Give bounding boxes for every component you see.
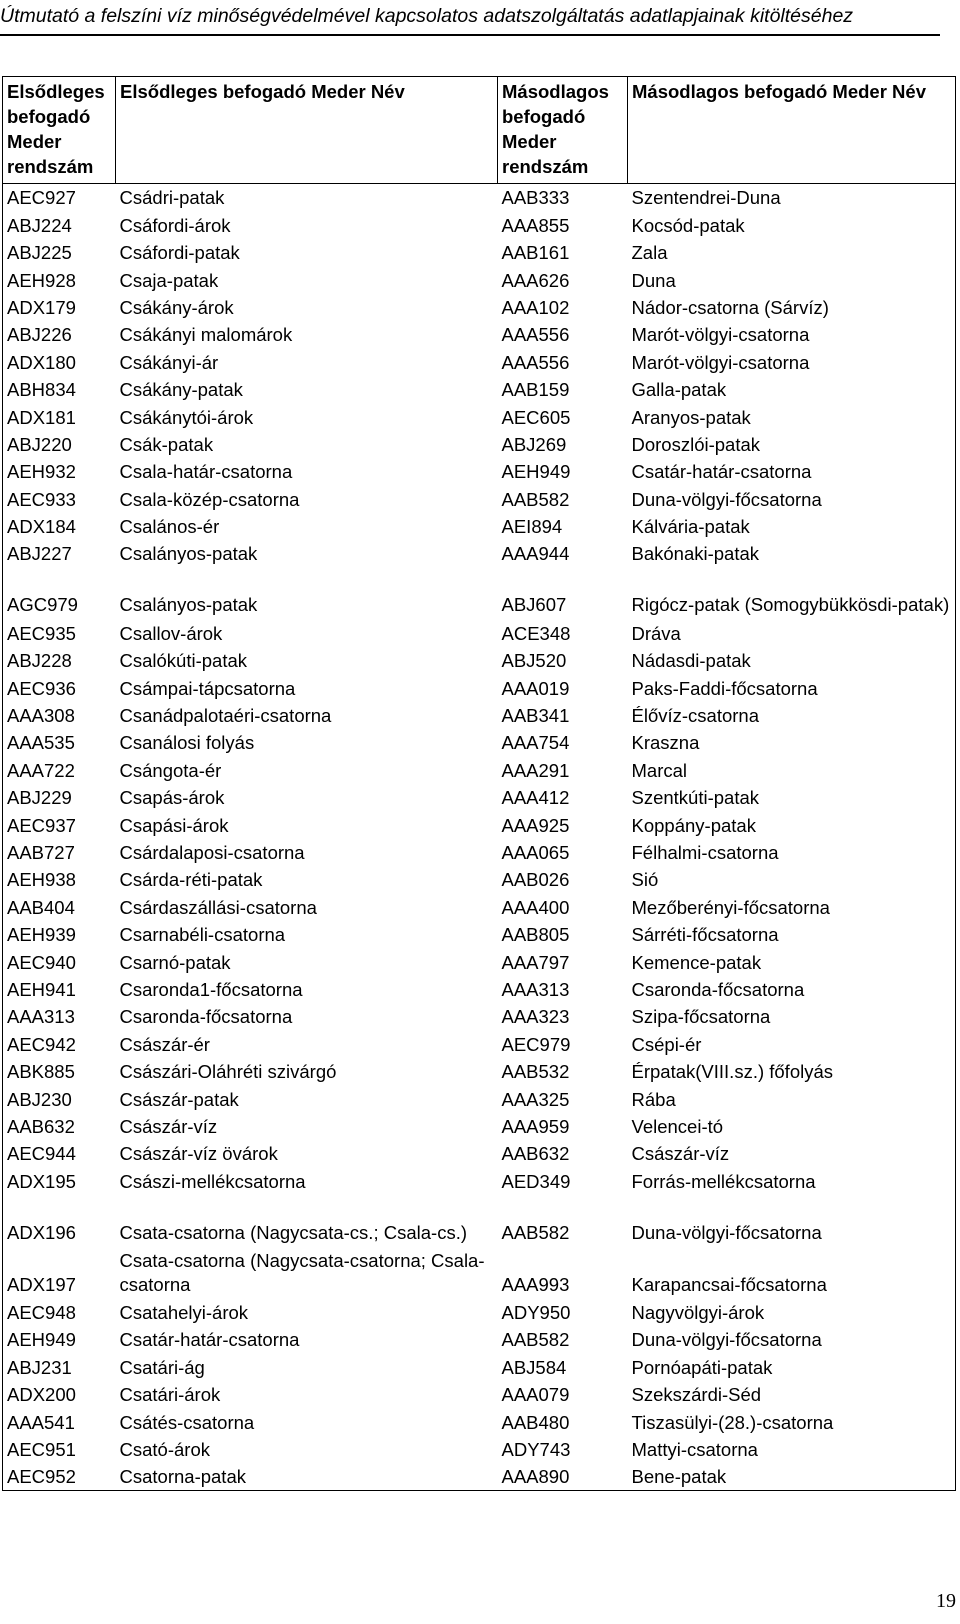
primary-name-cell: Csató-árok	[119, 1439, 210, 1461]
secondary-name-cell: Dráva	[631, 622, 681, 644]
primary-code-cell: AEH949	[7, 1329, 76, 1351]
primary-code-cell: AEH928	[7, 269, 76, 291]
secondary-name-cell: Aranyos-patak	[631, 406, 751, 428]
primary-code-cell: AEC942	[7, 1033, 76, 1055]
primary-name-cell: Csala-közép-csatorna	[119, 488, 300, 510]
table-row	[3, 1085, 956, 1112]
primary-code-cell: AAA722	[7, 759, 75, 781]
secondary-code-cell: AAA400	[501, 896, 570, 918]
primary-name-cell: Császár-víz	[119, 1115, 218, 1137]
primary-code-cell: AEH941	[7, 978, 76, 1000]
primary-code-cell: AAA313	[7, 1006, 75, 1028]
primary-name-cell: Csákánytói-árok	[119, 406, 254, 428]
primary-code-cell: AEC948	[7, 1302, 76, 1324]
secondary-name-cell: Rigócz-patak (Somogybükkösdi-patak)	[631, 594, 950, 616]
secondary-name-cell: Nádasdi-patak	[631, 650, 751, 672]
secondary-name-cell: Kocsód-patak	[631, 214, 745, 236]
table-row	[3, 1247, 956, 1299]
secondary-code-cell: AAA019	[501, 677, 570, 699]
secondary-code-cell: AAA079	[501, 1384, 570, 1406]
secondary-name-cell: Csatár-határ-csatorna	[631, 461, 812, 483]
primary-name-cell: Csák-patak	[119, 433, 214, 455]
primary-name-cell: Csatári-árok	[119, 1384, 221, 1406]
primary-code-cell: ADX180	[7, 351, 76, 373]
secondary-name-cell: Kálvária-patak	[631, 516, 750, 538]
primary-code-cell: AAA308	[7, 705, 75, 727]
table-row	[3, 1195, 956, 1247]
primary-code-cell: ABJ229	[7, 787, 72, 809]
primary-code-cell: AEC933	[7, 488, 76, 510]
primary-name-cell: Csala-határ-csatorna	[119, 461, 293, 483]
secondary-name-cell: Rába	[631, 1088, 676, 1110]
header-primary-code: Elsődleges befogadó Meder rendszám	[3, 77, 116, 184]
table-row	[3, 239, 956, 266]
primary-code-cell: ADX196	[7, 1221, 76, 1243]
secondary-code-cell: AEC605	[501, 406, 571, 428]
primary-code-cell: AAB727	[7, 841, 75, 863]
primary-name-cell: Csaja-patak	[119, 269, 219, 291]
table-row	[3, 1003, 956, 1030]
primary-name-cell: Csallov-árok	[119, 622, 223, 644]
secondary-code-cell: AEC979	[501, 1033, 571, 1055]
secondary-code-cell: AAB632	[501, 1143, 570, 1165]
secondary-name-cell: Zala	[631, 242, 668, 264]
primary-name-cell: Csátés-csatorna	[119, 1411, 255, 1433]
primary-code-cell: ABK885	[7, 1061, 75, 1083]
table-row	[3, 348, 956, 375]
table-row	[3, 948, 956, 975]
primary-name-cell: Császár-patak	[119, 1088, 239, 1110]
secondary-code-cell: AAA993	[501, 1273, 570, 1295]
primary-code-cell: AEC937	[7, 814, 76, 836]
primary-name-cell: Csárdalaposi-csatorna	[119, 841, 305, 863]
table-row	[3, 1140, 956, 1167]
secondary-code-cell: AAB582	[501, 1329, 570, 1351]
table-row	[3, 567, 956, 619]
secondary-name-cell: Forrás-mellékcsatorna	[631, 1170, 816, 1192]
secondary-code-cell: ADY743	[501, 1439, 571, 1461]
table-row	[3, 976, 956, 1003]
table-row	[3, 784, 956, 811]
secondary-code-cell: AEH949	[501, 461, 571, 483]
table-row	[3, 1381, 956, 1408]
primary-name-cell: Csarnó-patak	[119, 951, 231, 973]
secondary-name-cell: Kraszna	[631, 732, 700, 754]
table-row	[3, 1463, 956, 1491]
secondary-code-cell: AAA065	[501, 841, 570, 863]
secondary-name-cell: Kemence-patak	[631, 951, 762, 973]
secondary-name-cell: Marót-völgyi-csatorna	[631, 324, 810, 346]
table-row	[3, 184, 956, 212]
table-row	[3, 540, 956, 567]
header-primary-name: Elsődleges befogadó Meder Név	[116, 77, 498, 184]
primary-name-cell: Csaronda1-főcsatorna	[119, 978, 303, 1000]
secondary-code-cell: AAA754	[501, 732, 570, 754]
primary-name-cell: Csángota-ér	[119, 759, 222, 781]
secondary-name-cell: Koppány-patak	[631, 814, 756, 836]
table-row	[3, 1030, 956, 1057]
primary-name-cell: Csatahelyi-árok	[119, 1302, 249, 1324]
primary-name-cell: Csákány-patak	[119, 379, 243, 401]
secondary-name-cell: Duna-völgyi-főcsatorna	[631, 488, 822, 510]
primary-code-cell: ABJ224	[7, 214, 72, 236]
primary-code-cell: AEH932	[7, 461, 76, 483]
primary-name-cell: Csarnabéli-csatorna	[119, 924, 286, 946]
primary-code-cell: ADX195	[7, 1170, 76, 1192]
table-row	[3, 211, 956, 238]
primary-name-cell: Csalányos-patak	[119, 543, 258, 565]
table-row	[3, 1408, 956, 1435]
primary-code-cell: AEC927	[7, 187, 76, 209]
secondary-code-cell: AAB333	[501, 187, 570, 209]
secondary-code-cell: ACE348	[501, 622, 571, 644]
table-row	[3, 674, 956, 701]
secondary-name-cell: Duna	[631, 269, 676, 291]
primary-code-cell: ABJ230	[7, 1088, 72, 1110]
secondary-code-cell: AAB582	[501, 1221, 570, 1243]
river-bed-table	[2, 76, 956, 1491]
primary-name-cell: Csalányos-patak	[119, 594, 258, 616]
table-row	[3, 1436, 956, 1463]
table-row	[3, 513, 956, 540]
primary-code-cell: AEH939	[7, 924, 76, 946]
page-number: 19	[936, 1590, 956, 1612]
primary-code-cell: ABJ228	[7, 650, 72, 672]
secondary-name-cell: Nagyvölgyi-árok	[631, 1302, 765, 1324]
primary-code-cell: AAA535	[7, 732, 75, 754]
primary-code-cell: ABJ225	[7, 242, 72, 264]
secondary-name-cell: Élővíz-csatorna	[631, 705, 759, 727]
primary-code-cell: AEC952	[7, 1466, 76, 1488]
primary-code-cell: AEC951	[7, 1439, 76, 1461]
secondary-name-cell: Bene-patak	[631, 1466, 727, 1488]
secondary-name-cell: Csépi-ér	[631, 1033, 702, 1055]
secondary-name-cell: Galla-patak	[631, 379, 727, 401]
secondary-code-cell: AAB532	[501, 1061, 570, 1083]
secondary-code-cell: AAA944	[501, 543, 570, 565]
table-row	[3, 485, 956, 512]
secondary-name-cell: Tiszasülyi-(28.)-csatorna	[631, 1411, 834, 1433]
primary-code-cell: AEC944	[7, 1143, 76, 1165]
primary-name-cell: Csáfordi-patak	[119, 242, 240, 264]
secondary-name-cell: Marót-völgyi-csatorna	[631, 351, 810, 373]
primary-code-cell: AGC979	[7, 594, 78, 616]
primary-name-cell: Császár-ér	[119, 1033, 210, 1055]
primary-name-cell: Csalókúti-patak	[119, 650, 248, 672]
secondary-code-cell: AAA313	[501, 978, 570, 1000]
table-header-row	[3, 77, 956, 184]
primary-name-cell: Csalános-ér	[119, 516, 220, 538]
primary-name-cell: Csárdaszállási-csatorna	[119, 896, 317, 918]
table-body	[3, 184, 956, 1491]
primary-name-cell: Csata-csatorna (Nagycsata-cs.; Csala-cs.)	[119, 1221, 467, 1243]
secondary-code-cell: ABJ607	[501, 594, 567, 616]
primary-code-cell: AAB404	[7, 896, 75, 918]
table-row	[3, 839, 956, 866]
table-row	[3, 866, 956, 893]
secondary-name-cell: Mattyi-csatorna	[631, 1439, 758, 1461]
table-row	[3, 1167, 956, 1194]
page-header: Útmutató a felszíni víz minőségvédelmével kapcsolatos adatszolgáltatás adatlapjainak kitöltéséhez	[0, 2, 940, 36]
secondary-name-cell: Szipa-főcsatorna	[631, 1006, 771, 1028]
primary-name-cell: Császári-Oláhréti szivárgó	[119, 1061, 337, 1083]
primary-name-cell: Csákányi malomárok	[119, 324, 293, 346]
primary-code-cell: ABJ231	[7, 1356, 72, 1378]
secondary-code-cell: AAB026	[501, 869, 570, 891]
table-row	[3, 619, 956, 646]
primary-code-cell: AAA541	[7, 1411, 75, 1433]
secondary-name-cell: Szentkúti-patak	[631, 787, 760, 809]
secondary-name-cell: Doroszlói-patak	[631, 433, 761, 455]
secondary-code-cell: AAB161	[501, 242, 570, 264]
primary-name-cell: Császi-mellékcsatorna	[119, 1170, 306, 1192]
secondary-code-cell: AAB480	[501, 1411, 570, 1433]
table-row	[3, 266, 956, 293]
secondary-code-cell: AAB582	[501, 488, 570, 510]
primary-name-cell: Csámpai-tápcsatorna	[119, 677, 296, 699]
secondary-code-cell: AAA102	[501, 296, 570, 318]
secondary-code-cell: AED349	[501, 1170, 571, 1192]
primary-code-cell: AEC936	[7, 677, 76, 699]
table-row	[3, 376, 956, 403]
secondary-name-cell: Félhalmi-csatorna	[631, 841, 779, 863]
primary-code-cell: ABJ227	[7, 543, 72, 565]
secondary-name-cell: Sárréti-főcsatorna	[631, 924, 779, 946]
primary-name-cell: Csákány-árok	[119, 296, 234, 318]
primary-code-cell: ABJ220	[7, 433, 72, 455]
secondary-name-cell: Nádor-csatorna (Sárvíz)	[631, 296, 829, 318]
secondary-code-cell: AAA323	[501, 1006, 570, 1028]
secondary-code-cell: AAA959	[501, 1115, 570, 1137]
primary-code-cell: AEC935	[7, 622, 76, 644]
secondary-name-cell: Érpatak(VIII.sz.) főfolyás	[631, 1061, 834, 1083]
primary-name-cell: Császár-víz övárok	[119, 1143, 278, 1165]
table-row	[3, 1299, 956, 1326]
secondary-name-cell: Marcal	[631, 759, 688, 781]
primary-name-cell: Csárda-réti-patak	[119, 869, 263, 891]
secondary-name-cell: Szentendrei-Duna	[631, 187, 781, 209]
primary-name-cell: Csatári-ág	[119, 1356, 205, 1378]
primary-code-cell: ABH834	[7, 379, 76, 401]
secondary-code-cell: ABJ584	[501, 1356, 567, 1378]
table-row	[3, 756, 956, 783]
primary-name-cell: Csanádpalotaéri-csatorna	[119, 705, 332, 727]
secondary-code-cell: ABJ269	[501, 433, 567, 455]
table-row	[3, 921, 956, 948]
primary-code-cell: ADX184	[7, 516, 76, 538]
secondary-name-cell: Duna-völgyi-főcsatorna	[631, 1221, 822, 1243]
primary-name-cell: Csáfordi-árok	[119, 214, 231, 236]
secondary-name-cell: Karapancsai-főcsatorna	[631, 1273, 827, 1295]
primary-code-cell: ADX197	[7, 1273, 76, 1295]
secondary-code-cell: AAB341	[501, 705, 570, 727]
table-row	[3, 458, 956, 485]
secondary-code-cell: AAA855	[501, 214, 570, 236]
secondary-code-cell: AAA797	[501, 951, 570, 973]
secondary-name-cell: Mezőberényi-főcsatorna	[631, 896, 830, 918]
primary-code-cell: ADX200	[7, 1384, 76, 1406]
table-row	[3, 702, 956, 729]
secondary-code-cell: AAA626	[501, 269, 570, 291]
primary-name-cell: Csákányi-ár	[119, 351, 219, 373]
primary-code-cell: ADX181	[7, 406, 76, 428]
primary-name-cell: Csatorna-patak	[119, 1466, 246, 1488]
primary-code-cell: ADX179	[7, 296, 76, 318]
primary-name-cell: Csanálosi folyás	[119, 732, 255, 754]
header-secondary-code: Másodlagos befogadó Meder rendszám	[498, 77, 628, 184]
secondary-code-cell: AAA412	[501, 787, 570, 809]
primary-name-cell: Csatár-határ-csatorna	[119, 1329, 300, 1351]
table-row	[3, 1326, 956, 1353]
secondary-code-cell: ABJ520	[501, 650, 567, 672]
secondary-code-cell: ADY950	[501, 1302, 571, 1324]
primary-name-cell: Csapás-árok	[119, 787, 225, 809]
secondary-code-cell: AAB159	[501, 379, 570, 401]
table-row	[3, 321, 956, 348]
table-row	[3, 729, 956, 756]
secondary-name-cell: Paks-Faddi-főcsatorna	[631, 677, 818, 699]
primary-code-cell: AEC940	[7, 951, 76, 973]
table-row	[3, 1058, 956, 1085]
secondary-code-cell: AAA925	[501, 814, 570, 836]
secondary-code-cell: AAA556	[501, 324, 570, 346]
table-row	[3, 811, 956, 838]
primary-name-cell: Csata-csatorna (Nagycsata-csatorna; Csala-csatorna	[119, 1249, 485, 1295]
secondary-name-cell: Pornóapáti-patak	[631, 1356, 773, 1378]
secondary-code-cell: AEI894	[501, 516, 563, 538]
secondary-name-cell: Velencei-tó	[631, 1115, 724, 1137]
header-secondary-name: Másodlagos befogadó Meder Név	[628, 77, 956, 184]
table-row	[3, 431, 956, 458]
secondary-name-cell: Bakónaki-patak	[631, 543, 760, 565]
secondary-name-cell: Szekszárdi-Séd	[631, 1384, 762, 1406]
secondary-name-cell: Csaronda-főcsatorna	[631, 978, 805, 1000]
primary-code-cell: AEH938	[7, 869, 76, 891]
table-row	[3, 1113, 956, 1140]
secondary-code-cell: AAB805	[501, 924, 570, 946]
secondary-name-cell: Császár-víz	[631, 1143, 730, 1165]
secondary-code-cell: AAA325	[501, 1088, 570, 1110]
secondary-code-cell: AAA291	[501, 759, 570, 781]
table-row	[3, 647, 956, 674]
primary-code-cell: ABJ226	[7, 324, 72, 346]
secondary-code-cell: AAA890	[501, 1466, 570, 1488]
table-row	[3, 1353, 956, 1380]
primary-code-cell: AAB632	[7, 1115, 75, 1137]
secondary-name-cell: Sió	[631, 869, 659, 891]
table-row	[3, 403, 956, 430]
table-row	[3, 294, 956, 321]
table-row	[3, 893, 956, 920]
primary-name-cell: Csaronda-főcsatorna	[119, 1006, 293, 1028]
secondary-name-cell: Duna-völgyi-főcsatorna	[631, 1329, 822, 1351]
primary-name-cell: Csapási-árok	[119, 814, 229, 836]
primary-name-cell: Csádri-patak	[119, 187, 225, 209]
secondary-code-cell: AAA556	[501, 351, 570, 373]
